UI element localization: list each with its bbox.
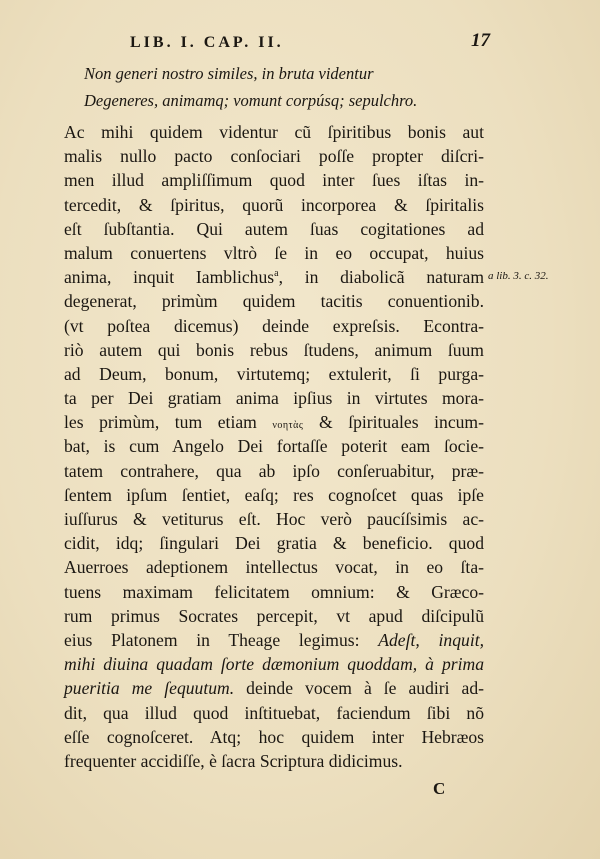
text-line: frequenter accidiſſe, è ſacra Scriptura didicimus. xyxy=(64,750,403,771)
text-line: malum conuertens vltrò ſe in eo occupat, huius xyxy=(64,242,484,263)
verse-line-2: Degeneres, animamq; vomunt corpúsq; sepulchro. xyxy=(84,91,418,110)
folio-number: 17 xyxy=(471,30,490,51)
text-line: ta per Dei gratiam anima ipſius in virtutes mora- xyxy=(64,388,484,409)
greek-word: νοητὰς xyxy=(272,420,304,432)
text-line: tatem contrahere, qua ab ipſo conſeruabitur, præ- xyxy=(64,460,484,481)
text-line: malis nullo pacto conſociari poſſe propter diſcri- xyxy=(64,146,484,167)
margin-note: a lib. 3. c. 32. xyxy=(488,270,549,282)
text-line: bat, is cum Angelo Dei fortaſſe poterit eam ſocie- xyxy=(64,436,484,457)
text-line xyxy=(64,265,484,289)
running-head: LIB. I. CAP. II. xyxy=(130,34,284,51)
text-line: ſentem ipſum ſentiet, eaſq; res cognoſcet quas ipſe xyxy=(64,484,484,505)
page-header xyxy=(130,30,490,56)
quotation-segment: pueritia me ſequutum. xyxy=(64,678,235,699)
text-line: dit, qua illud quod inſtituebat, faciendum ſibi nõ xyxy=(64,702,484,723)
text-line: ad Deum, bonum, virtutemq; extulerit, ſi purga- xyxy=(64,363,484,384)
text-segment: anima, inquit Iamblichus xyxy=(64,267,275,288)
text-line: (vt poſtea dicemus) deinde expreſsis. Econtra- xyxy=(64,315,484,336)
text-line: eſt ſubſtantia. Qui autem ſuas cogitationes ad xyxy=(64,218,484,239)
text-line: men illud ampliſſimum quod inter ſues iſtas in- xyxy=(64,170,484,191)
text-line: eſſe cognoſceret. Atq; hoc quidem inter Hebræos xyxy=(64,726,484,747)
text-line xyxy=(64,410,484,434)
text-segment: les primùm, tum etiam xyxy=(64,412,257,433)
text-segment: deinde vocem à ſe audiri ad- xyxy=(246,678,484,699)
text-line: tuens maximam felicitatem omnium: & Græco- xyxy=(64,581,484,602)
text-line: degenerat, primùm quidem tacitis conuentionib. xyxy=(64,291,484,312)
quotation-line: mihi diuina quadam ſorte dæmonium quoddam, à prima xyxy=(64,654,484,675)
text-line: Ac mihi quidem videntur cũ ſpiritibus bonis aut xyxy=(64,122,484,142)
text-line xyxy=(64,676,484,700)
footnote-marker: a xyxy=(274,268,279,280)
text-line: tercedit, & ſpiritus, quorũ incorporea & ſpiritalis xyxy=(64,194,484,215)
text-line: Auerroes adeptionem intellectus vocat, in eo ſta- xyxy=(64,557,484,578)
text-line: riò autem qui bonis rebus ſtudens, animum ſuum xyxy=(64,339,484,360)
text-line: iuſſurus & vetiturus eſt. Hoc verò paucíſsimis ac- xyxy=(64,509,484,529)
verse-line-1: Non generi nostro similes, in bruta videntur xyxy=(84,64,374,83)
text-line xyxy=(64,628,484,652)
body-text xyxy=(64,120,484,773)
quotation-segment: Adeſt, inquit, xyxy=(378,629,484,650)
text-line: cidit, idq; ſingulari Dei gratia & beneficio. quod xyxy=(64,533,484,554)
text-segment: & ſpirituales incum- xyxy=(318,412,484,433)
text-segment: eius Platonem in Theage legimus: xyxy=(64,629,360,650)
text-line: rum primus Socrates percepit, vt apud diſcipulũ xyxy=(64,605,484,626)
text-segment: , in diabolicã naturam xyxy=(278,267,484,288)
catchword: C xyxy=(433,779,446,798)
